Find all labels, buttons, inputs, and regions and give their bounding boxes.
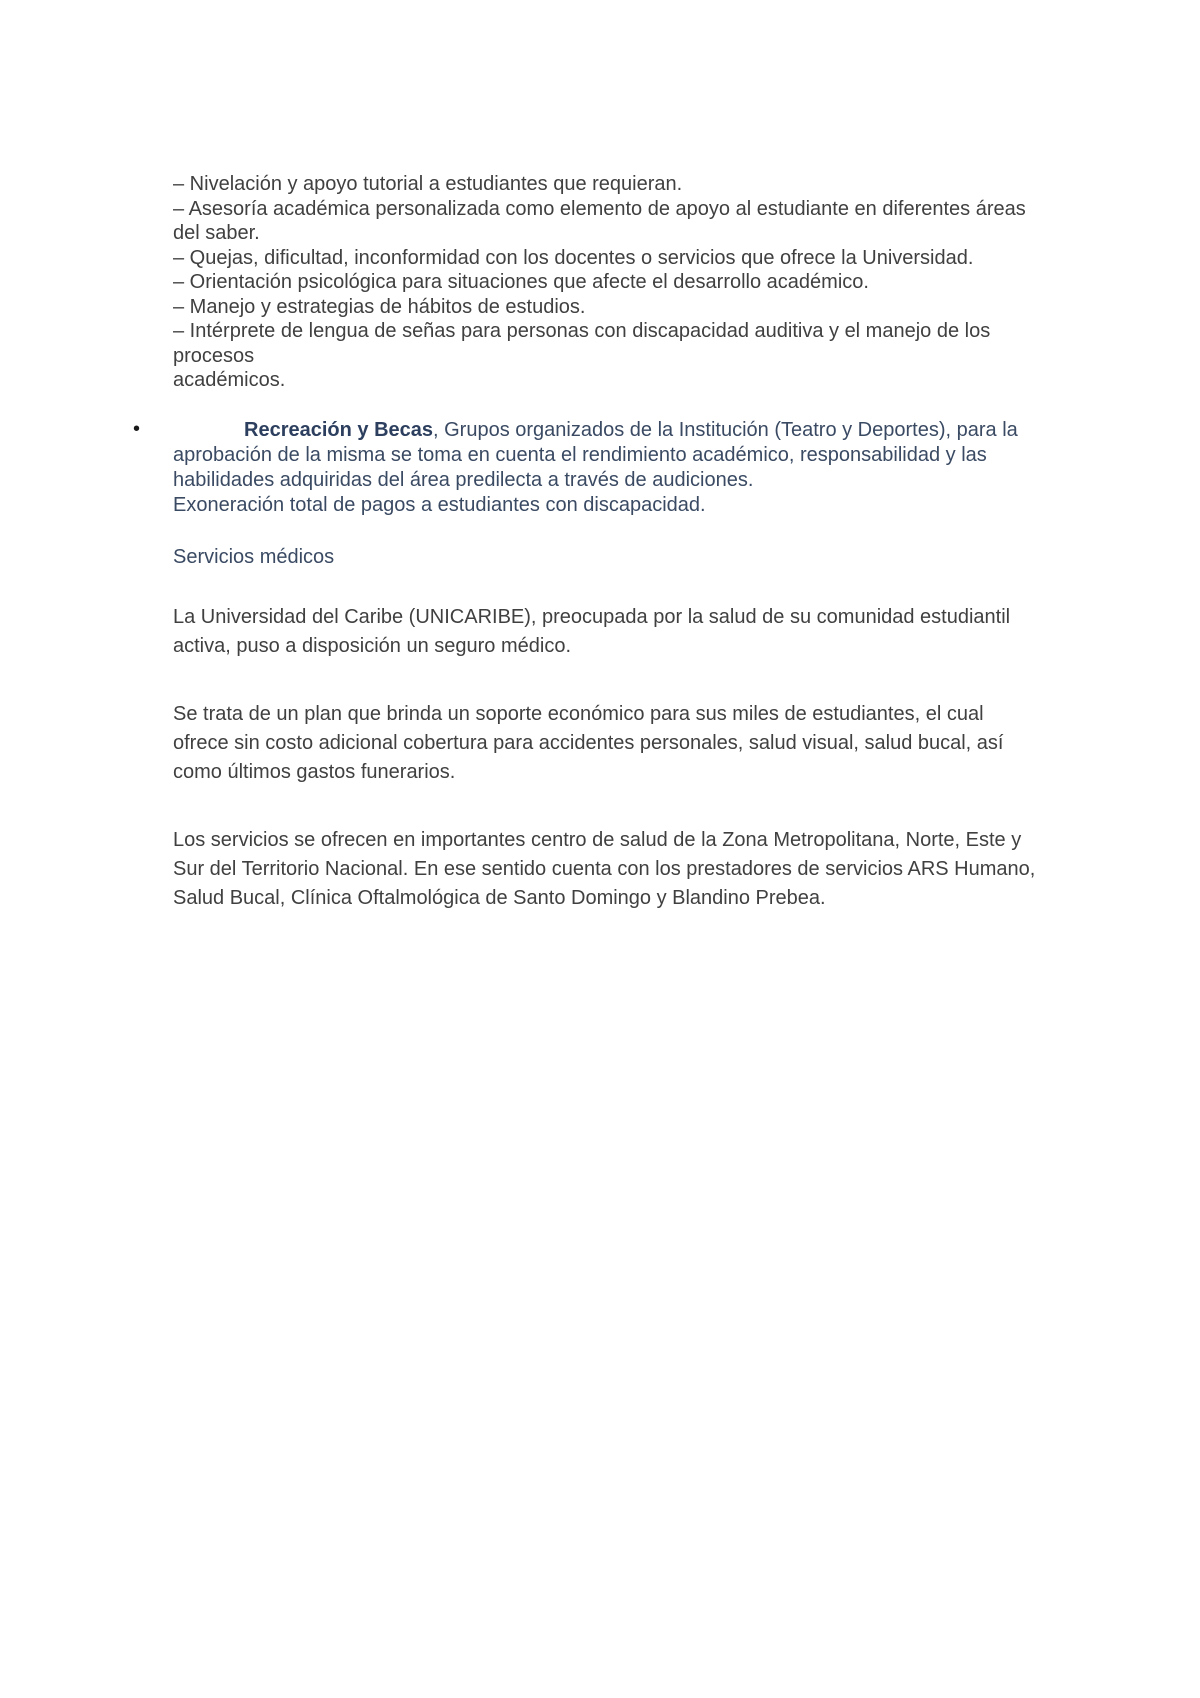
list-item: – Asesoría académica personalizada como elemento de apoyo al estudiante en diferentes áreas del saber. — [173, 197, 1026, 244]
list-item: – Nivelación y apoyo tutorial a estudiantes que requieran. — [173, 173, 683, 195]
list-item: académicos. — [173, 369, 286, 391]
medical-paragraph: La Universidad del Caribe (UNICARIBE), preocupada por la salud de su comunidad estudiantil activa, puso a disposición un seguro médico. — [173, 605, 1011, 657]
medical-paragraph: Se trata de un plan que brinda un soporte económico para sus miles de estudiantes, el cual ofrece sin costo adicional cobertura para accidentes personales, salud visual, salud bucal, así como últimos gastos funerarios. — [173, 702, 1004, 783]
fee-exemption-text: Exoneración total de pagos a estudiantes con discapacidad. — [173, 493, 706, 516]
list-item: – Intérprete de lengua de señas para personas con discapacidad auditiva y el manejo de los procesos — [173, 320, 991, 367]
list-item: – Quejas, dificultad, inconformidad con los docentes o servicios que ofrece la Universidad. — [173, 246, 974, 269]
list-item: – Orientación psicológica para situaciones que afecte el desarrollo académico. — [173, 271, 869, 293]
recreation-text: , Grupos organizados de la Institución (Teatro y Deportes), para la aprobación de la misma se toma en cuenta el rendimiento académico, responsabilidad y las habilidades adquiridas del área predilecta a través de audiciones. — [173, 418, 1018, 491]
list-item: – Manejo y estrategias de hábitos de estudios. — [173, 295, 586, 318]
medical-services-heading: Servicios médicos — [173, 545, 335, 568]
recreation-title: Recreación y Becas — [244, 418, 434, 441]
medical-paragraph: Los servicios se ofrecen en importantes centro de salud de la Zona Metropolitana, Norte, Este y Sur del Territorio Nacional. En ese sentido cuenta con los prestadores de servicios ARS Humano, Salud Bucal, Clínica Oftalmológica de Santo Domingo y Blandino Prebea. — [173, 828, 1036, 909]
recreation-paragraph — [173, 418, 1043, 493]
support-services-list — [173, 172, 1043, 393]
page-content — [133, 172, 1043, 913]
recreation-scholarships-item — [133, 417, 1043, 518]
bullet-icon: • — [133, 417, 141, 440]
